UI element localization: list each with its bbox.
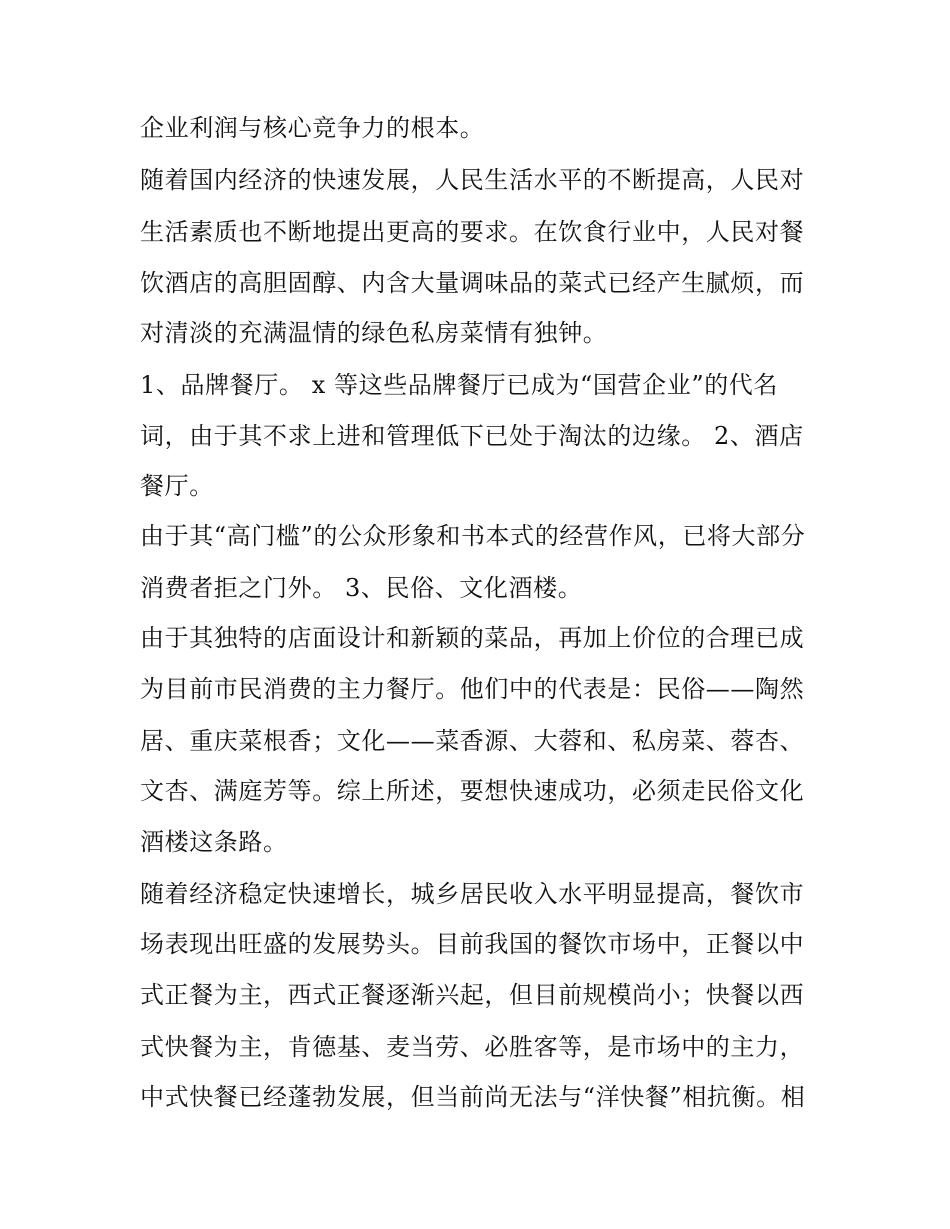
text-line: 由于其“高门槛”的公众形象和书本式的经营作风，已将大部分 bbox=[140, 522, 806, 550]
text-line: 生活素质也不断地提出更高的要求。在饮食行业中，人民对餐 bbox=[140, 218, 805, 246]
text-line: 消费者拒之门外。 3、民俗、文化酒楼。 bbox=[140, 574, 583, 602]
text-line: 居、重庆菜根香；文化——菜香源、大蓉和、私房菜、蓉杏、 bbox=[140, 727, 805, 755]
text-line: 式正餐为主，西式正餐逐渐兴起，但目前规模尚小；快餐以西 bbox=[140, 981, 805, 1009]
text-line: 酒楼这条路。 bbox=[140, 828, 288, 856]
text-line: 文杏、满庭芳等。综上所述，要想快速成功，必须走民俗文化 bbox=[140, 777, 805, 805]
text-line: 随着国内经济的快速发展，人民生活水平的不断提高，人民对 bbox=[140, 166, 805, 194]
text-line: 餐厅。 bbox=[140, 472, 214, 500]
text-line: 企业利润与核心竞争力的根本。 bbox=[140, 114, 485, 142]
text-line: 对清淡的充满温情的绿色私房菜情有独钟。 bbox=[140, 319, 608, 347]
text-line: 为目前市民消费的主力餐厅。他们中的代表是：民俗——陶然 bbox=[140, 675, 805, 703]
text-line: 由于其独特的店面设计和新颖的菜品，再加上价位的合理已成 bbox=[140, 624, 805, 652]
text-line: 饮酒店的高胆固醇、内含大量调味品的菜式已经产生腻烦，而 bbox=[140, 269, 805, 297]
text-line: 式快餐为主，肯德基、麦当劳、必胜客等，是市场中的主力， bbox=[140, 1033, 805, 1061]
text-line: 词，由于其不求上进和管理低下已处于淘汰的边缘。 2、酒店 bbox=[140, 422, 804, 450]
text-line: 1、品牌餐厅。 x 等这些品牌餐厅已成为“国营企业”的代名 bbox=[140, 371, 778, 399]
text-line: 随着经济稳定快速增长，城乡居民收入水平明显提高，餐饮市 bbox=[140, 880, 805, 908]
text-line: 中式快餐已经蓬勃发展，但当前尚无法与“洋快餐”相抗衡。相 bbox=[140, 1083, 806, 1111]
text-line: 场表现出旺盛的发展势头。目前我国的餐饮市场中，正餐以中 bbox=[140, 930, 805, 958]
